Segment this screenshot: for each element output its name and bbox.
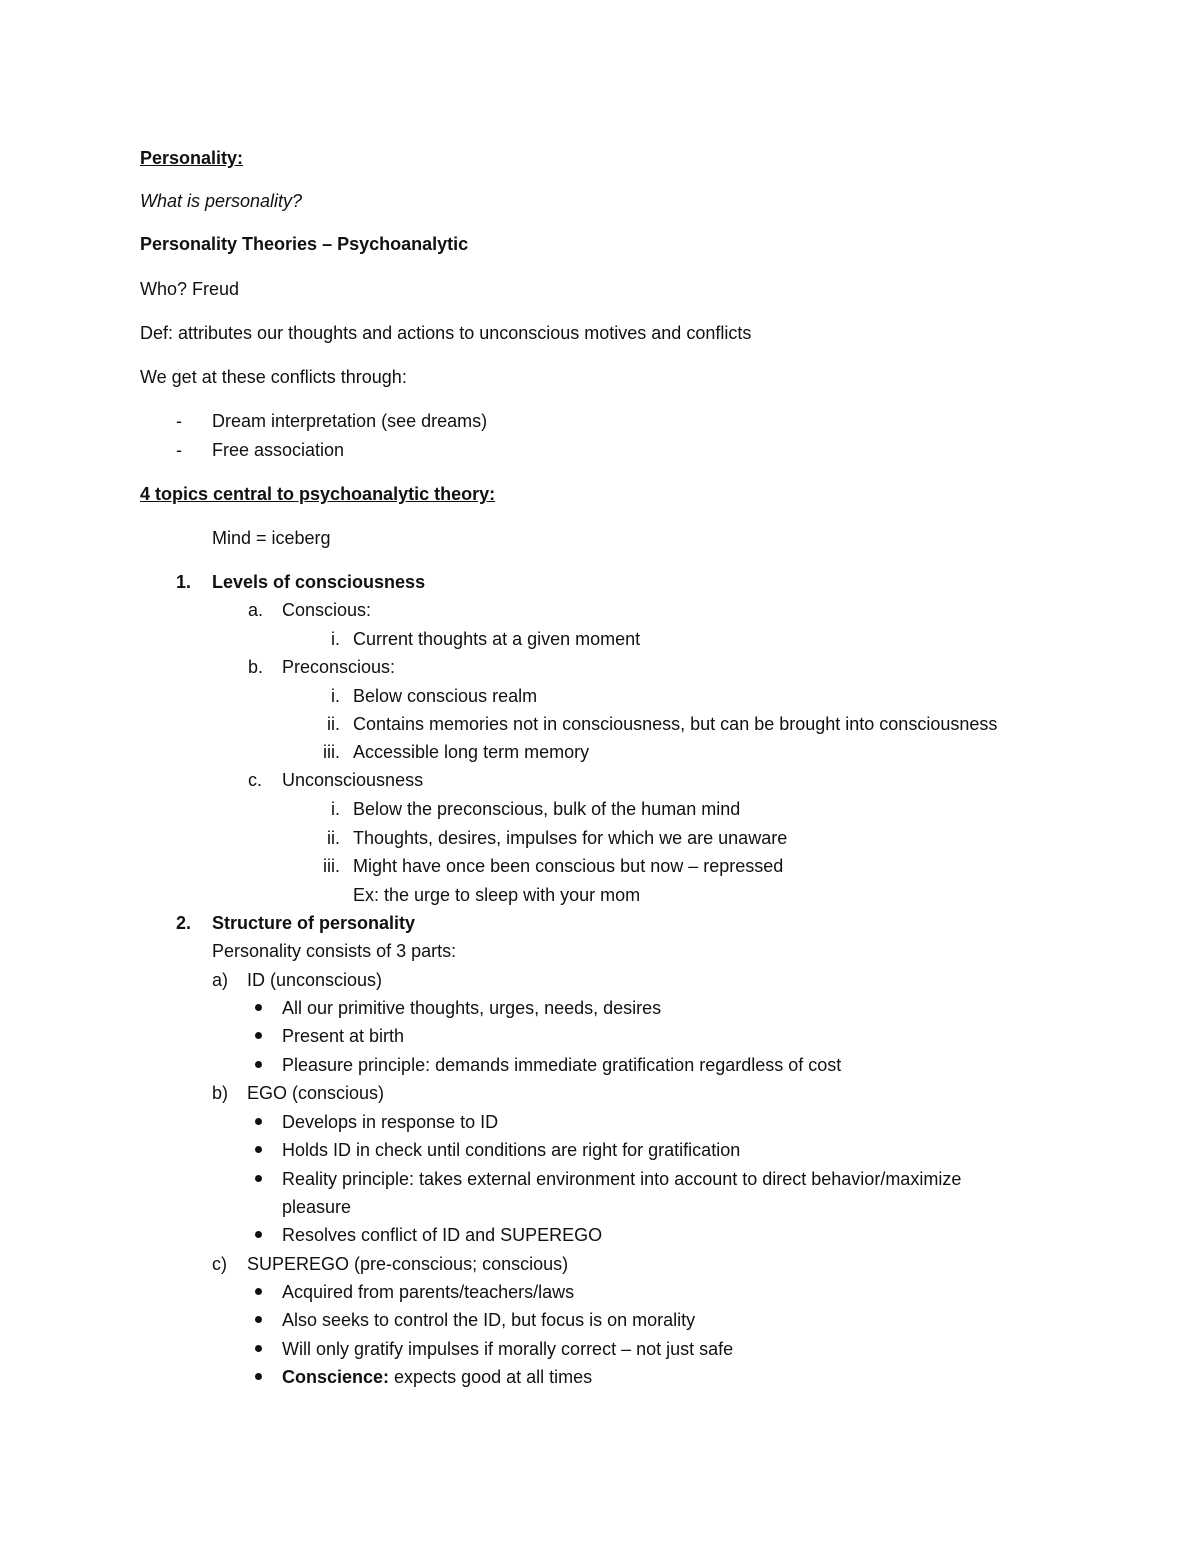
list-number: 1.: [176, 572, 192, 592]
roman-marker: iii.: [323, 856, 340, 876]
topics-heading: 4 topics central to psychoanalytic theory:: [140, 484, 496, 504]
roman-marker: iii.: [323, 742, 340, 762]
question: What is personality?: [140, 191, 303, 211]
list-item: Present at birth: [282, 1026, 405, 1046]
bullet-icon: [255, 1032, 262, 1039]
bullet-icon: [255, 1373, 262, 1380]
list-item: Reality principle: takes external environment into account to direct behavior/maximize: [282, 1169, 962, 1189]
theories-heading: Personality Theories – Psychoanalytic: [140, 234, 469, 254]
ego-label: EGO (conscious): [247, 1083, 385, 1103]
list-item: Pleasure principle: demands immediate gratification regardless of cost: [282, 1055, 842, 1075]
letter-marker: b.: [248, 657, 264, 677]
letter-marker: a.: [248, 600, 264, 620]
example-line: Ex: the urge to sleep with your mom: [353, 885, 641, 905]
list-item-continuation: pleasure: [282, 1197, 352, 1217]
preconscious-label: Preconscious:: [282, 657, 396, 677]
id-label: ID (unconscious): [247, 970, 383, 990]
roman-marker: i.: [331, 629, 340, 649]
unconscious-label: Unconsciousness: [282, 770, 424, 790]
letter-marker: c.: [248, 770, 263, 790]
list-number: 2.: [176, 913, 192, 933]
list-item: Accessible long term memory: [353, 742, 590, 762]
method-item: Free association: [212, 440, 345, 460]
conscience-definition: expects good at all times: [389, 1367, 593, 1387]
roman-marker: i.: [331, 799, 340, 819]
list-item: Develops in response to ID: [282, 1112, 499, 1132]
list-item: All our primitive thoughts, urges, needs, desires: [282, 998, 662, 1018]
roman-marker: ii.: [327, 828, 340, 848]
bullet-icon: [255, 1004, 262, 1011]
letter-marker: a): [212, 970, 229, 990]
letter-marker: c): [212, 1254, 227, 1274]
list-item: Acquired from parents/teachers/laws: [282, 1282, 575, 1302]
conscience-item: [282, 1365, 592, 1389]
bullet-icon: [255, 1118, 262, 1125]
conflicts-intro: We get at these conflicts through:: [140, 367, 407, 387]
list-item: Might have once been conscious but now – repressed: [353, 856, 784, 876]
dash-marker: -: [176, 411, 182, 431]
bullet-icon: [255, 1288, 262, 1295]
roman-marker: ii.: [327, 714, 340, 734]
conscious-label: Conscious:: [282, 600, 372, 620]
page-title: Personality:: [140, 148, 244, 168]
structure-title: Structure of personality: [212, 913, 416, 933]
who-line: Who? Freud: [140, 279, 240, 299]
bullet-icon: [255, 1316, 262, 1323]
bullet-icon: [255, 1231, 262, 1238]
list-item: Will only gratify impulses if morally correct – not just safe: [282, 1339, 734, 1359]
list-item: Holds ID in check until conditions are right for gratification: [282, 1140, 741, 1160]
bullet-icon: [255, 1175, 262, 1182]
list-item: Below the preconscious, bulk of the human mind: [353, 799, 741, 819]
bullet-icon: [255, 1146, 262, 1153]
list-item: Resolves conflict of ID and SUPEREGO: [282, 1225, 603, 1245]
bullet-icon: [255, 1345, 262, 1352]
levels-title: Levels of consciousness: [212, 572, 426, 592]
bullet-icon: [255, 1061, 262, 1068]
mind-iceberg: Mind = iceberg: [212, 528, 331, 548]
list-item: Below conscious realm: [353, 686, 538, 706]
list-item: Contains memories not in consciousness, but can be brought into consciousness: [353, 714, 998, 734]
structure-intro: Personality consists of 3 parts:: [212, 941, 457, 961]
list-item: Current thoughts at a given moment: [353, 629, 641, 649]
conscience-term: Conscience:: [282, 1367, 390, 1387]
method-item: Dream interpretation (see dreams): [212, 411, 488, 431]
superego-label: SUPEREGO (pre-conscious; conscious): [247, 1254, 569, 1274]
definition: Def: attributes our thoughts and actions to unconscious motives and conflicts: [140, 323, 752, 343]
letter-marker: b): [212, 1083, 229, 1103]
list-item: Thoughts, desires, impulses for which we are unaware: [353, 828, 788, 848]
roman-marker: i.: [331, 686, 340, 706]
list-item: Also seeks to control the ID, but focus is on morality: [282, 1310, 696, 1330]
dash-marker: -: [176, 440, 182, 460]
